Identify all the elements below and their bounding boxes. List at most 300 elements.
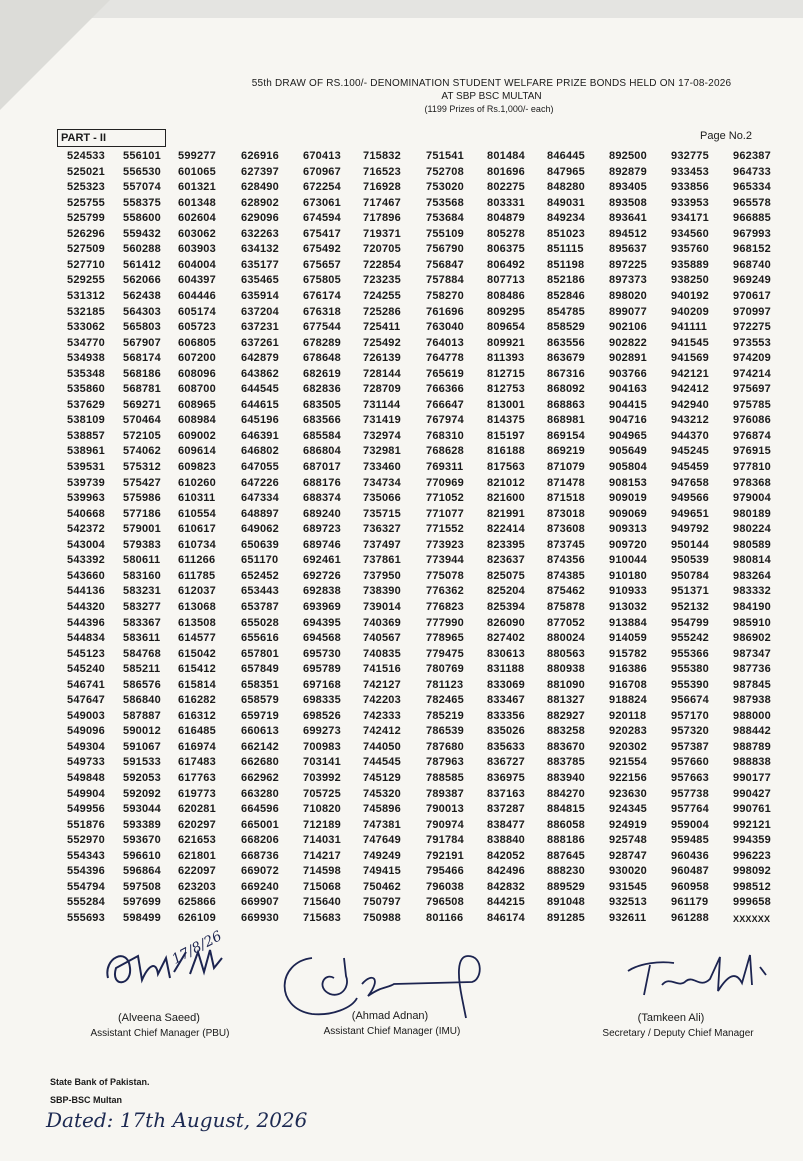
prize-number: 622097 [178,865,216,878]
prize-number: 608096 [178,367,216,380]
prize-number: 873745 [547,538,585,551]
prize-number: 749415 [363,865,401,878]
prize-number: 950784 [671,569,709,582]
signatory-3-name: (Tamkeen Ali) [637,1012,705,1024]
prize-number: 983332 [733,585,771,598]
prize-number: 978368 [733,476,771,489]
prize-number: 568781 [123,383,161,396]
prize-number: 554343 [67,849,105,862]
prize-number: 552970 [67,834,105,847]
signatory-1-role: Assistant Chief Manager (PBU) [90,1028,230,1039]
prize-number: 605723 [178,321,216,334]
prize-number: 544136 [67,585,105,598]
prize-number: 532185 [67,305,105,318]
prize-number: 750462 [363,880,401,893]
prize-number: 854785 [547,305,585,318]
prize-number: 852846 [547,289,585,302]
prize-number: 894512 [609,227,647,240]
prize-number: 966885 [733,212,771,225]
prize-number: 610554 [178,507,216,520]
prize-number: 694395 [303,616,341,629]
prize-number: 615412 [178,663,216,676]
prize-number: 889529 [547,880,585,893]
prize-number: 752708 [426,165,464,178]
prize-number: 809295 [487,305,525,318]
prize-number: 652452 [241,569,279,582]
prize-number: 825204 [487,585,525,598]
prize-number: 610617 [178,523,216,536]
prize-number: 883940 [547,772,585,784]
prize-number: 835633 [487,740,525,753]
prize-number: 714217 [303,849,341,862]
prize-number: 583277 [123,600,161,613]
prize-number: 644545 [241,383,279,396]
prize-number: 954799 [671,616,709,629]
prize-number: 737861 [363,554,401,567]
prize-number: 725492 [363,336,401,349]
prize-number: 715832 [363,150,401,162]
prize-number: 961179 [671,896,709,909]
prize-number: 611785 [178,569,216,582]
prize-number: 668736 [241,849,279,862]
prize-number: 635177 [241,258,279,271]
prize-number: 533062 [67,321,105,334]
prize-number: 983264 [733,569,771,582]
prize-number: 942412 [671,383,709,396]
prize-number: 985910 [733,616,771,629]
prize-number: 525323 [67,181,105,194]
prize-number: 811393 [487,352,525,365]
prize-number: 650639 [241,538,279,551]
prize-number: 579001 [123,523,161,536]
prize-number: 744545 [363,756,401,769]
prize-number: 904716 [609,414,647,427]
prize-number: 619773 [178,787,216,800]
prize-number: 587887 [123,709,161,722]
prize-number: 887645 [547,849,585,862]
prize-number: 888186 [547,834,585,847]
prize-number: 732974 [363,429,401,442]
page-number: Page No.2 [700,130,752,142]
prize-number: 584768 [123,647,161,660]
prize-number: 700983 [303,740,341,753]
prize-number: 620297 [178,818,216,831]
prize-number: 616312 [178,709,216,722]
prize-number: 962387 [733,150,771,162]
prize-number: 613068 [178,600,216,613]
prize-number: 675417 [303,227,341,240]
prize-number: 823637 [487,554,525,567]
prize-number: 736327 [363,523,401,536]
prize-number: 902106 [609,321,647,334]
part-label: PART - II [57,129,166,147]
office-name: SBP-BSC Multan [50,1095,122,1105]
prize-number: 909019 [609,492,647,505]
prize-number: 740835 [363,647,401,660]
prize-number: 604397 [178,274,216,287]
prize-number: 687017 [303,461,341,473]
prize-number: 904415 [609,398,647,411]
prize-number: 957320 [671,725,709,738]
prize-number: 537629 [67,398,105,411]
handwritten-date: Dated: 17th August, 2026 [46,1108,308,1132]
prize-number: 644615 [241,398,279,411]
prize-number: 813001 [487,398,525,411]
prize-number: 788585 [426,772,464,784]
prize-number: 637231 [241,321,279,334]
prize-number: 557074 [123,181,161,194]
prize-number: 616485 [178,725,216,738]
prize-number: 732981 [363,445,401,458]
prize-number: 753684 [426,212,464,225]
prize-number: 867316 [547,367,585,380]
prize-number: 945245 [671,445,709,458]
prize-number: 694568 [303,632,341,645]
prize-number: 951371 [671,585,709,598]
signatory-3-role: Secretary / Deputy Chief Manager [602,1028,754,1039]
prize-number: 602604 [178,212,216,225]
prize-number: 910180 [609,569,647,582]
prize-number: 751541 [426,150,464,162]
prize-number: 697168 [303,678,341,691]
prize-number: 914059 [609,632,647,645]
prize-number: 590012 [123,725,161,738]
prize-number: 698335 [303,694,341,707]
prize-number: 802275 [487,181,525,194]
prize-number: 549904 [67,787,105,800]
prize-number: 880024 [547,632,585,645]
prize-number: 559432 [123,227,161,240]
prize-number: 779475 [426,647,464,660]
prize-number: 719371 [363,227,401,240]
prize-number: 904163 [609,383,647,396]
prize-number: 804879 [487,212,525,225]
prize-number: 593044 [123,803,161,816]
prize-number: 949566 [671,492,709,505]
prize-number: 909313 [609,523,647,536]
prize-number: 771077 [426,507,464,520]
prize-number: 836975 [487,772,525,784]
prize-number: 535348 [67,367,105,380]
prize-number: 807713 [487,274,525,287]
prize-number: 825075 [487,569,525,582]
document-subtitle: AT SBP BSC MULTAN [441,91,542,102]
prize-number: 609002 [178,429,216,442]
prize-number: 795466 [426,865,464,878]
prize-number: 880563 [547,647,585,660]
prize-number: 881090 [547,678,585,691]
prize-number: 756847 [426,258,464,271]
prize-number: 689240 [303,507,341,520]
prize-number: 646802 [241,445,279,458]
prize-number: 703992 [303,772,341,784]
prize-number: 543660 [67,569,105,582]
prize-number: 831188 [487,663,525,676]
prize-number: 830613 [487,647,525,660]
prize-number: 846174 [487,911,525,924]
prize-number: 873018 [547,507,585,520]
prize-number: 575986 [123,492,161,505]
prize-number: 833467 [487,694,525,707]
prize-number: 544396 [67,616,105,629]
prize-number: 789387 [426,787,464,800]
prize-number: 747649 [363,834,401,847]
prize-number: 615814 [178,678,216,691]
prize-number: 915782 [609,647,647,660]
prize-number: 689723 [303,523,341,536]
prize-number: 649062 [241,523,279,536]
prize-number: 766647 [426,398,464,411]
prize-number: 880938 [547,663,585,676]
prize-number: 710820 [303,803,341,816]
prize-number: 968740 [733,258,771,271]
prize-number: 580611 [123,554,161,567]
prize-number: 734734 [363,476,401,489]
prize-number: 833069 [487,678,525,691]
prize-number: 884270 [547,787,585,800]
prize-number: 757884 [426,274,464,287]
prize-number: 947658 [671,476,709,489]
prize-number: 554396 [67,865,105,878]
prize-number: 745896 [363,803,401,816]
prize-number: 739014 [363,600,401,613]
prize-number: 586576 [123,678,161,691]
prize-number: 950144 [671,538,709,551]
prize-number: 628902 [241,196,279,209]
prize-number: 544320 [67,600,105,613]
prize-number: 838840 [487,834,525,847]
prize-number: 716523 [363,165,401,178]
prize-number: 868863 [547,398,585,411]
prize-number: 674594 [303,212,341,225]
prize-number: 806375 [487,243,525,256]
prize-number: 763040 [426,321,464,334]
prize-number: 616282 [178,694,216,707]
prize-number: 647226 [241,476,279,489]
prize-number: 972275 [733,321,771,334]
prize-number: 913884 [609,616,647,629]
prize-number: 950539 [671,554,709,567]
prize-number: 750988 [363,911,401,924]
prize-number: 561412 [123,258,161,271]
prize-number: 603903 [178,243,216,256]
prize-number: 871478 [547,476,585,489]
prize-number: 556530 [123,165,161,178]
prize-number: 591067 [123,740,161,753]
prize-number: 975785 [733,398,771,411]
prize-number: 756790 [426,243,464,256]
prize-number: 796508 [426,896,464,909]
prize-number: 683505 [303,398,341,411]
prize-number: 606805 [178,336,216,349]
prize-number: 848280 [547,181,585,194]
prize-number: 827402 [487,632,525,645]
prize-number: 838477 [487,818,525,831]
prize-number: 905804 [609,461,647,473]
prize-number: 597508 [123,880,161,893]
prize-number: 601065 [178,165,216,178]
prize-number: 603062 [178,227,216,240]
prize-number: 539963 [67,492,105,505]
prize-number: 607200 [178,352,216,365]
prize-number: 791784 [426,834,464,847]
prize-number: 964733 [733,165,771,178]
prize-number: 731419 [363,414,401,427]
prize-number: 842052 [487,849,525,862]
prize-number: 943212 [671,414,709,427]
prize-number: 884815 [547,803,585,816]
prize-number: 726139 [363,352,401,365]
prize-number: 544834 [67,632,105,645]
prize-number: 657849 [241,663,279,676]
prize-number: 609823 [178,461,216,473]
prize-number: 610311 [178,492,216,505]
prize-number: 715683 [303,911,341,924]
prize-number: 740567 [363,632,401,645]
prize-number: 935889 [671,258,709,271]
prize-number: 545240 [67,663,105,676]
prize-number: 539531 [67,461,105,473]
prize-number: 883258 [547,725,585,738]
prize-number: 549096 [67,725,105,738]
prize-number: 968152 [733,243,771,256]
prize-number: 585211 [123,663,161,676]
prize-number: 678648 [303,352,341,365]
prize-number: 801484 [487,150,525,162]
prize-number: 786539 [426,725,464,738]
prize-number: 610734 [178,538,216,551]
prize-number: 675657 [303,258,341,271]
prize-number: 626109 [178,911,216,924]
prize-number: 715068 [303,880,341,893]
prize-number: 821600 [487,492,525,505]
prize-number: 601321 [178,181,216,194]
prize-number: 877052 [547,616,585,629]
prize-number: 932611 [609,911,647,924]
prize-number: 625866 [178,896,216,909]
prize-number: 893508 [609,196,647,209]
prize-number: 851198 [547,258,585,271]
prize-number: 669907 [241,896,279,909]
prize-number: 771552 [426,523,464,536]
prize-number: 689746 [303,538,341,551]
prize-number: 984190 [733,600,771,613]
prize-number: 655616 [241,632,279,645]
prize-number: 888230 [547,865,585,878]
prize-number: 601348 [178,196,216,209]
prize-number: 803331 [487,196,525,209]
prize-number: 790013 [426,803,464,816]
prize-number: 868981 [547,414,585,427]
prize-number: 538857 [67,429,105,442]
prize-number: 776823 [426,600,464,613]
prize-number: 768310 [426,429,464,442]
prize-number: 933953 [671,196,709,209]
prize-number: 805278 [487,227,525,240]
prize-number: 568174 [123,352,161,365]
prize-number: 722854 [363,258,401,271]
prize-number: 655028 [241,616,279,629]
prize-number: 980589 [733,538,771,551]
prize-number: 543392 [67,554,105,567]
prize-number: 592092 [123,787,161,800]
prize-number: 758270 [426,289,464,302]
prize-number: 921554 [609,756,647,769]
prize-number: 738390 [363,585,401,598]
prize-number: 905649 [609,445,647,458]
prize-number: 699273 [303,725,341,738]
scan-edge [0,0,803,18]
prize-number: 960487 [671,865,709,878]
prize-number: 990177 [733,772,771,784]
signature-date-note: 17/8/26 [169,928,225,968]
prize-number: 960436 [671,849,709,862]
prize-number: 676174 [303,289,341,302]
prize-number: 613508 [178,616,216,629]
prize-number: 986902 [733,632,771,645]
prize-number: 940209 [671,305,709,318]
prize-number: 893641 [609,212,647,225]
prize-number: 660613 [241,725,279,738]
prize-number: 658579 [241,694,279,707]
prize-number: 653443 [241,585,279,598]
prize-number: 549956 [67,803,105,816]
prize-number: 575427 [123,476,161,489]
prize-number: 753568 [426,196,464,209]
prize-number: 974214 [733,367,771,380]
prize-number: 775078 [426,569,464,582]
prize-number: 869219 [547,445,585,458]
prize-number: 837287 [487,803,525,816]
prize-number: 715640 [303,896,341,909]
prize-number: 626916 [241,150,279,162]
prize-number: 682836 [303,383,341,396]
prize-number: 538109 [67,414,105,427]
prize-number: 744050 [363,740,401,753]
prize-number: 893405 [609,181,647,194]
prize-number: 733460 [363,461,401,473]
prize-number: 957738 [671,787,709,800]
prize-number: 635465 [241,274,279,287]
prize-number: 871518 [547,492,585,505]
prize-number: 725286 [363,305,401,318]
document-title: 55th DRAW OF RS.100/- DENOMINATION STUDENT WELFARE PRIZE BONDS HELD ON 17-08-2026 [251,78,732,89]
prize-number: 792191 [426,849,464,862]
prize-number: 933453 [671,165,709,178]
prize-number: 821991 [487,507,525,520]
prize-number: 976915 [733,445,771,458]
prize-number: 930020 [609,865,647,878]
prize-number: 897225 [609,258,647,271]
prize-number: 620281 [178,803,216,816]
prize-number: 735066 [363,492,401,505]
prize-number: 992121 [733,818,771,831]
prize-number: 941111 [671,321,708,334]
prize-number: 920118 [609,709,647,722]
prize-number: 796038 [426,880,464,893]
prize-number: 923630 [609,787,647,800]
prize-number: 909069 [609,507,647,520]
prize-number: 539739 [67,476,105,489]
prize-number: 957170 [671,709,709,722]
prize-number: 665001 [241,818,279,831]
prize-number: 568186 [123,367,161,380]
prize-number: 728144 [363,367,401,380]
prize-number: 688176 [303,476,341,489]
prize-number: 875462 [547,585,585,598]
prize-number: 928747 [609,849,647,862]
prize-number: 851115 [547,243,584,256]
